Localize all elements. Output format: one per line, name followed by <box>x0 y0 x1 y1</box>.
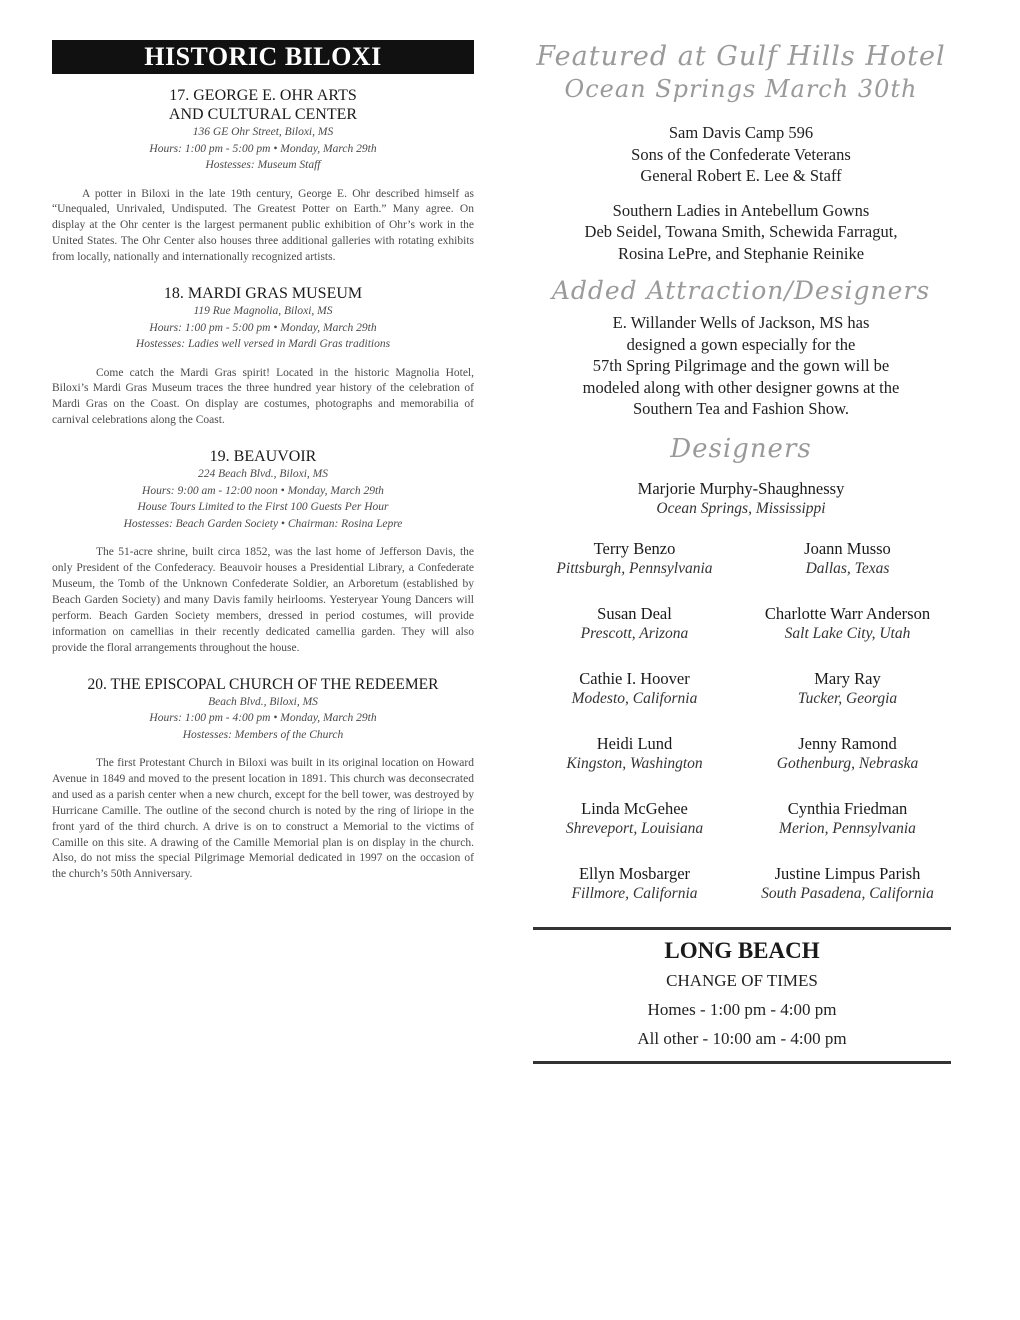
designer-name: Terry Benzo <box>593 538 676 558</box>
site-title: 20. THE EPISCOPAL CHURCH OF THE REDEEMER <box>87 675 439 693</box>
designer-name: Ellyn Mosbarger <box>578 863 691 883</box>
site-20 <box>52 675 474 884</box>
designer-location: Fillmore, California <box>571 884 698 902</box>
designer-entry <box>741 603 954 668</box>
site-hostesses: Hostesses: Ladies well versed in Mardi Gras traditions <box>135 338 391 351</box>
designer-name: Charlotte Warr Anderson <box>764 603 931 623</box>
designer-name: Joann Musso <box>804 538 891 558</box>
designer-name: Marjorie Murphy-Shaughnessy <box>637 478 845 498</box>
site-hours: Hours: 9:00 am - 12:00 noon • Monday, March 29th <box>142 484 384 497</box>
designer-name: Heidi Lund <box>596 733 673 753</box>
designer-location: Gothenburg, Nebraska <box>776 754 919 772</box>
designer-entry <box>741 798 954 863</box>
site-hours: Hours: 1:00 pm - 5:00 pm • Monday, March 29th <box>149 321 377 334</box>
designer-entry <box>741 538 954 603</box>
designer-entry <box>528 733 741 798</box>
designer-name: Jenny Ramond <box>798 733 897 753</box>
site-address: 119 Rue Magnolia, Biloxi, MS <box>193 305 333 318</box>
designer-name: Susan Deal <box>597 603 672 623</box>
site-description: The 51-acre shrine, built circa 1852, was the last home of Jefferson Davis, the only President of the Confederacy. Beauvoir houses a Presidential Library, a Confederate Museum, the Tomb of the Unknown Confederate Soldier, an Arboretum (established by Beach Garden Society) and many Davis family heirlooms. Yesteryear Young Dancers will perform. Beach Garden Society members, dressed in period costumes, will provide information on camellias in their recently dedicated camellia garden. They will also provide the floral arrangements throughout the house. <box>52 546 474 654</box>
designer-entry <box>528 538 741 603</box>
left-column <box>52 40 474 883</box>
featured-designer <box>528 478 954 519</box>
site-hostesses: Hostesses: Beach Garden Society • Chairman: Rosina Lepre <box>123 517 403 530</box>
long-beach-box <box>533 927 951 1064</box>
bottom-rule <box>533 1061 951 1064</box>
site-title: AND CULTURAL CENTER <box>168 106 358 123</box>
camp-line: Sons of the Confederate Veterans <box>631 144 851 164</box>
designer-location: Merion, Pennsylvania <box>779 819 916 837</box>
designer-location: Shreveport, Louisiana <box>565 819 704 837</box>
site-hours: Hours: 1:00 pm - 5:00 pm • Monday, March 29th <box>149 142 377 155</box>
designer-entry <box>741 863 954 928</box>
ladies-line: Deb Seidel, Towana Smith, Schewida Farragut, <box>584 222 898 241</box>
designer-name: Mary Ray <box>814 668 881 688</box>
designer-location: Tucker, Georgia <box>797 689 898 707</box>
camp-info <box>528 122 954 187</box>
ladies-info <box>528 200 954 265</box>
designer-location: Modesto, California <box>571 689 698 707</box>
site-description: Come catch the Mardi Gras spirit! Located in the historic Magnolia Hotel, Biloxi’s Mardi Gras Museum traces the three hundred year history of the celebration of Mardi Gras on the Coast. On display are costumes, photographs and memorabilia of carnival celebrations along the Coast. <box>52 366 474 427</box>
designer-location: Ocean Springs, Mississippi <box>656 499 826 517</box>
designer-entry <box>741 668 954 733</box>
designer-name: Cynthia Friedman <box>787 798 908 818</box>
designers-grid <box>528 538 954 928</box>
featured-heading: Featured at Gulf Hills Hotel <box>536 41 946 72</box>
long-beach-hours-homes: Homes - 1:00 pm - 4:00 pm <box>647 1000 837 1019</box>
section-banner: HISTORIC BILOXI <box>52 40 474 74</box>
site-hostesses: Hostesses: Members of the Church <box>182 728 344 741</box>
long-beach-subtitle: CHANGE OF TIMES <box>666 971 818 990</box>
site-title: 17. GEORGE E. OHR ARTS <box>169 87 357 104</box>
top-rule <box>533 927 951 930</box>
site-hostesses: Hostesses: Museum Staff <box>205 159 321 171</box>
designer-entry <box>528 798 741 863</box>
added-line: modeled along with other designer gowns at the <box>582 377 900 397</box>
designer-location: Kingston, Washington <box>566 754 703 772</box>
site-description: A potter in Biloxi in the late 19th century, George E. Ohr described himself as “Unequaled, Unrivaled, Undisputed. The Greatest Potter on Earth.” Many agree. On display at the Ohr center is the largest permanent public exhibition of Ohr’s work in the United States. The Ohr Center also houses three additional galleries with rotating exhibits from locally, nationally and internationally recognized artists. <box>52 187 474 264</box>
added-line: Southern Tea and Fashion Show. <box>632 399 850 418</box>
camp-line: General Robert E. Lee & Staff <box>640 166 842 185</box>
ladies-line: Rosina LePre, and Stephanie Reinike <box>617 243 865 263</box>
right-column <box>528 40 954 928</box>
site-tour-limit: House Tours Limited to the First 100 Guests Per Hour <box>137 501 389 514</box>
site-18 <box>52 284 474 429</box>
added-attraction-heading: Added Attraction/Designers <box>551 276 931 305</box>
designer-name: Cathie I. Hoover <box>579 668 690 688</box>
site-19 <box>52 447 474 656</box>
site-address: 136 GE Ohr Street, Biloxi, MS <box>192 126 334 138</box>
long-beach-hours-other: All other - 10:00 am - 4:00 pm <box>637 1029 847 1048</box>
site-description: The first Protestant Church in Biloxi was built in its original location on Howard Avenue in 1849 and moved to the present location in 1891. This church was deconsecrated and used as a parish center when a new church, except for the bell tower, was destroyed by Hurricane Camille. The outline of the second church is noted by the ring of liriope in the front yard of the third church. A drive is on to construct a Memorial to the victims of Camille on this site. A drawing of the Camille Memorial plan is on display in the church. Also, do not miss the special Pilgrimage Memorial dedicated in 1997 on the occasion of the church’s 50th Anniversary. <box>52 757 474 881</box>
site-17 <box>52 86 474 266</box>
added-line: E. Willander Wells of Jackson, MS has <box>612 313 870 332</box>
added-line: 57th Spring Pilgrimage and the gown will be <box>592 356 890 375</box>
designer-location: South Pasadena, California <box>761 884 934 902</box>
added-line: designed a gown especially for the <box>626 334 856 354</box>
featured-subheading: Ocean Springs March 30th <box>564 75 918 103</box>
designer-entry <box>528 863 741 928</box>
added-attraction-text <box>528 312 954 420</box>
site-title: 19. BEAUVOIR <box>209 448 317 466</box>
camp-line: Sam Davis Camp 596 <box>668 123 814 142</box>
site-title: 18. MARDI GRAS MUSEUM <box>163 285 363 303</box>
designer-location: Dallas, Texas <box>805 559 890 577</box>
long-beach-title: LONG BEACH <box>664 938 820 963</box>
designer-entry <box>741 733 954 798</box>
designer-name: Linda McGehee <box>581 798 688 818</box>
designer-location: Pittsburgh, Pennsylvania <box>556 559 713 577</box>
ladies-line: Southern Ladies in Antebellum Gowns <box>612 200 870 220</box>
site-hours: Hours: 1:00 pm - 4:00 pm • Monday, March 29th <box>149 712 377 724</box>
designer-location: Salt Lake City, Utah <box>784 624 911 642</box>
designer-name: Justine Limpus Parish <box>774 863 921 883</box>
designer-entry <box>528 603 741 668</box>
designers-heading: Designers <box>670 433 812 464</box>
site-address: Beach Blvd., Biloxi, MS <box>208 695 318 708</box>
site-address: 224 Beach Blvd., Biloxi, MS <box>198 468 328 481</box>
designer-location: Prescott, Arizona <box>580 624 689 642</box>
designer-entry <box>528 668 741 733</box>
